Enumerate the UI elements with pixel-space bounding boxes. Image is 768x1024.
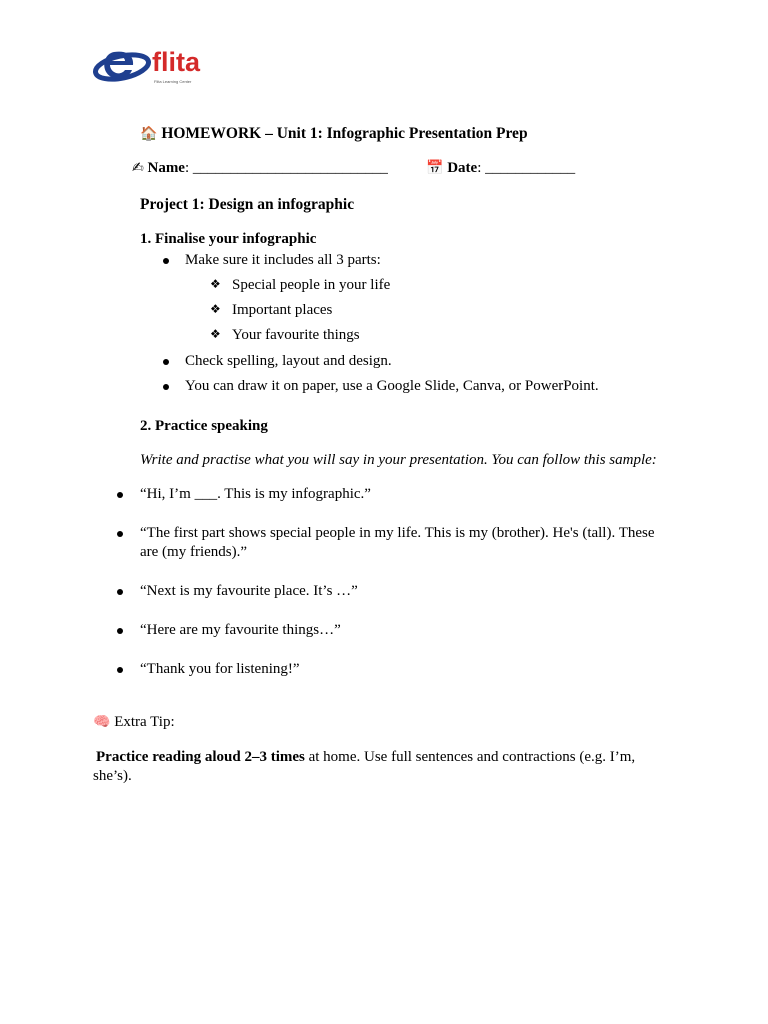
- date-line: [426, 160, 575, 177]
- date-label: Date: [447, 160, 478, 176]
- diamond-bullet-icon: ❖: [210, 327, 221, 341]
- tip-bold: Practice reading aloud 2–3 times: [96, 749, 305, 765]
- date-field[interactable]: : ____________: [477, 160, 576, 176]
- step1-bullet2: Check spelling, layout and design.: [185, 353, 392, 369]
- sample-line: “The first part shows special people in my life. This is my (brother). He's (tall). These: [140, 525, 655, 541]
- bullet-icon: [163, 359, 169, 365]
- step1-sub-item: Special people in your life: [232, 277, 391, 293]
- name-label: Name: [147, 160, 185, 176]
- sample-line-cont: are (my friends).”: [140, 544, 248, 560]
- step1-bullet1: Make sure it includes all 3 parts:: [185, 252, 381, 268]
- page-title: [140, 125, 528, 143]
- step2-instruction: Write and practise what you will say in your presentation. You can follow this sample:: [140, 452, 657, 468]
- bullet-icon: [117, 589, 123, 595]
- project-heading: Project 1: Design an infographic: [140, 196, 355, 213]
- brain-icon: 🧠: [93, 714, 111, 730]
- tip-text: at home. Use full sentences and contractions (e.g. I’m,: [304, 749, 636, 765]
- bullet-icon: [163, 384, 169, 390]
- logo-text: flita: [152, 47, 201, 77]
- diamond-bullet-icon: ❖: [210, 302, 221, 316]
- step1-sub-item: Your favourite things: [232, 327, 360, 343]
- sample-line: “Thank you for listening!”: [140, 661, 300, 677]
- diamond-bullet-icon: ❖: [210, 277, 221, 291]
- tip-line-cont: she’s).: [93, 768, 132, 784]
- sample-line: “Here are my favourite things…”: [140, 622, 341, 638]
- step1-heading: 1. Finalise your infographic: [140, 231, 317, 247]
- step1-sub-item: Important places: [232, 302, 333, 318]
- house-icon: 🏠: [140, 126, 158, 142]
- bullet-icon: [117, 492, 123, 498]
- page-title-text: HOMEWORK – Unit 1: Infographic Presentation Prep: [161, 125, 528, 142]
- name-line: [132, 160, 388, 177]
- calendar-icon: 📅: [426, 160, 444, 176]
- name-field[interactable]: : __________________________: [184, 160, 388, 176]
- sample-line: “Hi, I’m ___. This is my infographic.”: [140, 486, 371, 502]
- tip-line: [96, 749, 635, 766]
- writing-hand-icon: ✍: [132, 160, 144, 176]
- bullet-icon: [117, 531, 123, 537]
- bullet-icon: [117, 667, 123, 673]
- step1-bullet3: You can draw it on paper, use a Google Slide, Canva, or PowerPoint.: [185, 378, 599, 394]
- sample-line: “Next is my favourite place. It’s …”: [140, 583, 358, 599]
- logo-tagline: Flita Learning Center: [154, 79, 192, 84]
- bullet-icon: [163, 258, 169, 264]
- extra-tip-label: [93, 714, 175, 731]
- extra-tip-text: Extra Tip:: [114, 714, 175, 730]
- bullet-icon: [117, 628, 123, 634]
- step2-heading: 2. Practice speaking: [140, 418, 268, 434]
